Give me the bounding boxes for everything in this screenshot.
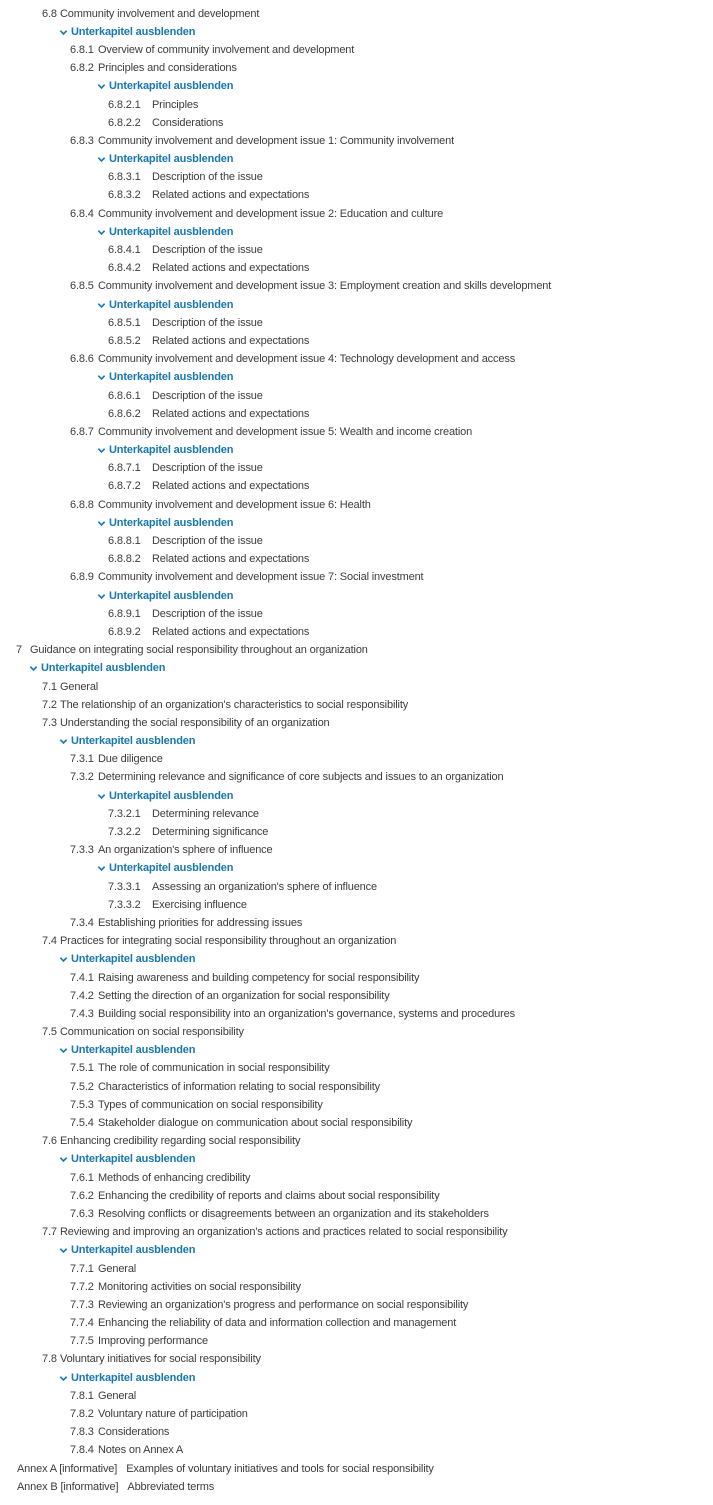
toc-item[interactable] xyxy=(0,1205,713,1223)
toc-item-label[interactable]: Principles xyxy=(152,98,199,111)
toc-item-number: 6.8.2.1 xyxy=(108,98,141,111)
toc-item-label[interactable]: Community involvement and development issue 6: Health xyxy=(98,498,371,511)
toc-item[interactable] xyxy=(0,714,713,732)
toc-item-number: 7.1 xyxy=(42,680,57,693)
toc-item[interactable] xyxy=(0,1405,713,1423)
toc-item-number: 7.7 xyxy=(42,1226,57,1239)
collapse-subchapters-button[interactable] xyxy=(0,787,713,805)
toc-item-number: 7.7.4 xyxy=(70,1317,94,1330)
collapse-subchapters-label[interactable]: Unterkapitel ausblenden xyxy=(71,953,196,966)
chevron-down-icon xyxy=(59,1046,68,1055)
toc-item-label[interactable]: Description of the issue xyxy=(152,535,263,548)
toc-item[interactable] xyxy=(0,332,713,350)
toc-item-label[interactable]: Related actions and expectations xyxy=(152,480,310,493)
toc-item[interactable] xyxy=(0,478,713,496)
toc-item[interactable] xyxy=(0,351,713,369)
collapse-subchapters-button[interactable] xyxy=(0,514,713,532)
toc-item-label[interactable]: Establishing priorities for addressing issues xyxy=(98,916,303,929)
toc-item-label[interactable]: The relationship of an organization's characteristics to social responsibility xyxy=(60,698,409,711)
collapse-subchapters-label[interactable]: Unterkapitel ausblenden xyxy=(109,371,234,384)
collapse-subchapters-label[interactable]: Unterkapitel ausblenden xyxy=(71,1044,196,1057)
toc-item[interactable] xyxy=(0,1442,713,1460)
toc-item-label[interactable]: Enhancing the reliability of data and information collection and management xyxy=(98,1317,457,1330)
toc-item-label[interactable]: Community involvement and development issue 3: Employment creation and skills development xyxy=(98,280,552,293)
toc-item[interactable] xyxy=(0,387,713,405)
collapse-subchapters-label[interactable]: Unterkapitel ausblenden xyxy=(109,862,234,875)
collapse-subchapters-button[interactable] xyxy=(0,1242,713,1260)
toc-item-label[interactable]: Community involvement and development issue 7: Social investment xyxy=(98,571,424,584)
toc-item[interactable] xyxy=(0,1478,713,1496)
chevron-down-icon xyxy=(59,28,68,37)
toc-item-label[interactable]: Determining significance xyxy=(152,826,269,839)
toc-item-label[interactable]: Setting the direction of an organization for social responsibility xyxy=(98,989,390,1002)
toc-item-label[interactable]: Types of communication on social responsibility xyxy=(98,1098,323,1111)
toc-item-number: 6.8.6.1 xyxy=(108,389,141,402)
toc-item-number: 7.4.1 xyxy=(70,971,94,984)
collapse-subchapters-button[interactable] xyxy=(0,23,713,41)
collapse-subchapters-button[interactable] xyxy=(0,860,713,878)
toc-item-number: 6.8.7 xyxy=(70,425,94,438)
toc-item-number: 7.3.3.1 xyxy=(108,880,141,893)
toc-item-label[interactable]: Related actions and expectations xyxy=(152,553,310,566)
toc-item-number: 7.7.3 xyxy=(70,1298,94,1311)
toc-item-number: 7.3.3.2 xyxy=(108,898,141,911)
toc-item-label[interactable]: Related actions and expectations xyxy=(152,625,310,638)
toc-item-label[interactable]: Related actions and expectations xyxy=(152,407,310,420)
toc-item-label[interactable]: Communication on social responsibility xyxy=(60,1026,244,1039)
toc-item[interactable] xyxy=(0,751,713,769)
toc-item-number: 7.3.4 xyxy=(70,916,94,929)
toc-item-number: 6.8.4.2 xyxy=(108,262,141,275)
toc-item-number: 7.4.3 xyxy=(70,1007,94,1020)
toc-item-number: 7.8 xyxy=(42,1353,57,1366)
toc-item[interactable] xyxy=(0,169,713,187)
toc-item[interactable] xyxy=(0,823,713,841)
toc-item-number: 7.3.2 xyxy=(70,771,94,784)
toc-item[interactable] xyxy=(0,260,713,278)
toc-item-number: 6.8.9 xyxy=(70,571,94,584)
toc-item-label[interactable]: Considerations xyxy=(98,1426,170,1439)
toc-item-number: 6.8.9.2 xyxy=(108,625,141,638)
collapse-subchapters-button[interactable] xyxy=(0,369,713,387)
toc-item-number: 7.6.2 xyxy=(70,1189,94,1202)
toc-item-label[interactable]: Exercising influence xyxy=(152,898,247,911)
toc-item-label[interactable]: Determining relevance xyxy=(152,807,259,820)
toc-item[interactable] xyxy=(0,1333,713,1351)
toc-item-label[interactable]: An organization's sphere of influence xyxy=(98,844,273,857)
toc-item[interactable] xyxy=(0,1351,713,1369)
collapse-subchapters-label[interactable]: Unterkapitel ausblenden xyxy=(71,1244,196,1257)
chevron-down-icon xyxy=(97,864,106,873)
collapse-subchapters-button[interactable] xyxy=(0,1369,713,1387)
chevron-down-icon xyxy=(59,1246,68,1255)
toc-item-label[interactable]: Description of the issue xyxy=(152,244,263,257)
toc-item[interactable] xyxy=(0,60,713,78)
toc-item[interactable] xyxy=(0,696,713,714)
toc-item-number: 6.8.3.1 xyxy=(108,171,141,184)
toc-item-label[interactable]: Related actions and expectations xyxy=(152,334,310,347)
toc-item[interactable] xyxy=(0,205,713,223)
toc-item[interactable] xyxy=(0,551,713,569)
toc-item-number: 6.8.8.1 xyxy=(108,535,141,548)
toc-item-number: 7.6.3 xyxy=(70,1207,94,1220)
toc-item-label[interactable]: Description of the issue xyxy=(152,462,263,475)
toc-item-number: 6.8.5 xyxy=(70,280,94,293)
toc-item-number: 7 xyxy=(16,644,22,657)
toc-item[interactable] xyxy=(0,969,713,987)
toc-item-label[interactable]: Understanding the social responsibility of an organization xyxy=(60,716,330,729)
collapse-subchapters-button[interactable] xyxy=(0,151,713,169)
toc-item[interactable] xyxy=(0,532,713,550)
chevron-down-icon xyxy=(97,155,106,164)
toc-item-number: 6.8.6 xyxy=(70,353,94,366)
toc-item-label[interactable]: Due diligence xyxy=(98,753,163,766)
toc-item-label[interactable]: Considerations xyxy=(152,116,224,129)
toc-item[interactable] xyxy=(0,1096,713,1114)
toc-item[interactable] xyxy=(0,678,713,696)
collapse-subchapters-label[interactable]: Unterkapitel ausblenden xyxy=(109,225,234,238)
toc-item[interactable] xyxy=(0,1260,713,1278)
toc-item[interactable] xyxy=(0,187,713,205)
toc-item[interactable] xyxy=(0,314,713,332)
toc-item-label[interactable]: Description of the issue xyxy=(152,389,263,402)
toc-item-number: 7.8.2 xyxy=(70,1408,94,1421)
toc-item-number: 7.5.1 xyxy=(70,1062,94,1075)
toc-item[interactable] xyxy=(0,278,713,296)
toc-item-label[interactable]: Voluntary initiatives for social responsibility xyxy=(60,1353,261,1366)
toc-item-label[interactable]: Description of the issue xyxy=(152,316,263,329)
toc-item-label[interactable]: Notes on Annex A xyxy=(98,1444,184,1457)
collapse-subchapters-label[interactable]: Unterkapitel ausblenden xyxy=(109,444,234,457)
toc-item-number: 6.8.8.2 xyxy=(108,553,141,566)
collapse-subchapters-label[interactable]: Unterkapitel ausblenden xyxy=(109,80,234,93)
toc-item-number: 6.8.9.1 xyxy=(108,607,141,620)
toc-item[interactable] xyxy=(0,842,713,860)
toc-item[interactable] xyxy=(0,460,713,478)
toc-item[interactable] xyxy=(0,405,713,423)
toc-item-label[interactable]: Related actions and expectations xyxy=(152,189,310,202)
chevron-down-icon xyxy=(29,664,38,673)
toc-item-number: 7.3.2.1 xyxy=(108,807,141,820)
toc-item-number: 7.6.1 xyxy=(70,1171,94,1184)
toc-item[interactable] xyxy=(0,41,713,59)
toc-item-number: 7.5.2 xyxy=(70,1080,94,1093)
toc-item-number: 7.6 xyxy=(42,1135,57,1148)
toc-item-number: 7.5.4 xyxy=(70,1117,94,1130)
toc-item[interactable] xyxy=(0,96,713,114)
toc-item-number: 6.8.8 xyxy=(70,498,94,511)
toc-item-number: 6.8.6.2 xyxy=(108,407,141,420)
toc-item-label[interactable]: Improving performance xyxy=(98,1335,208,1348)
toc-item-number: 6.8.7.1 xyxy=(108,462,141,475)
toc-item-label[interactable]: Abbreviated terms xyxy=(127,1480,215,1493)
toc-item-label[interactable]: Guidance on integrating social responsibility throughout an organization xyxy=(30,644,368,657)
toc-item[interactable] xyxy=(0,1424,713,1442)
collapse-subchapters-button[interactable] xyxy=(0,587,713,605)
toc-item-label[interactable]: Enhancing the credibility of reports and claims about social responsibility xyxy=(98,1189,440,1202)
toc-item-label[interactable]: Practices for integrating social responsibility throughout an organization xyxy=(60,935,397,948)
toc-item-label[interactable]: General xyxy=(98,1262,137,1275)
chevron-down-icon xyxy=(59,1155,68,1164)
toc-item-label[interactable]: Characteristics of information relating to social responsibility xyxy=(98,1080,381,1093)
toc-item[interactable] xyxy=(0,1078,713,1096)
toc-item-label[interactable]: Raising awareness and building competency for social responsibility xyxy=(98,971,420,984)
chevron-down-icon xyxy=(59,1374,68,1383)
toc-item-label[interactable]: Overview of community involvement and development xyxy=(98,43,355,56)
toc-item[interactable] xyxy=(0,878,713,896)
collapse-subchapters-button[interactable] xyxy=(0,78,713,96)
collapse-subchapters-label[interactable]: Unterkapitel ausblenden xyxy=(71,1371,196,1384)
collapse-subchapters-label[interactable]: Unterkapitel ausblenden xyxy=(41,662,166,675)
toc-item-number: 6.8.3.2 xyxy=(108,189,141,202)
toc-item[interactable] xyxy=(0,623,713,641)
toc-item-number: 7.2 xyxy=(42,698,57,711)
toc-item[interactable] xyxy=(0,496,713,514)
collapse-subchapters-label[interactable]: Unterkapitel ausblenden xyxy=(109,153,234,166)
toc-item-number: 6.8.7.2 xyxy=(108,480,141,493)
collapse-subchapters-label[interactable]: Unterkapitel ausblenden xyxy=(109,589,234,602)
collapse-subchapters-button[interactable] xyxy=(0,442,713,460)
toc-item[interactable] xyxy=(0,642,713,660)
toc-item-number: 6.8.5.1 xyxy=(108,316,141,329)
collapse-subchapters-label[interactable]: Unterkapitel ausblenden xyxy=(109,298,234,311)
toc-item-label[interactable]: Examples of voluntary initiatives and tools for social responsibility xyxy=(126,1462,434,1475)
chevron-down-icon xyxy=(59,737,68,746)
toc-item-label[interactable]: Description of the issue xyxy=(152,607,263,620)
collapse-subchapters-button[interactable] xyxy=(0,1042,713,1060)
toc-item-number: Annex B [informative] xyxy=(17,1480,119,1493)
toc-item[interactable] xyxy=(0,1224,713,1242)
toc-item[interactable] xyxy=(0,896,713,914)
toc-item-label[interactable]: Related actions and expectations xyxy=(152,262,310,275)
toc-item[interactable] xyxy=(0,805,713,823)
chevron-down-icon xyxy=(97,228,106,237)
toc-item-label[interactable]: Stakeholder dialogue on communication about social responsibility xyxy=(98,1117,413,1130)
toc-item-label[interactable]: Building social responsibility into an organization's governance, systems and procedures xyxy=(98,1007,515,1020)
collapse-subchapters-button[interactable] xyxy=(0,660,713,678)
toc-item[interactable] xyxy=(0,1296,713,1314)
toc-item[interactable] xyxy=(0,987,713,1005)
toc-item-label[interactable]: Reviewing and improving an organization's actions and practices related to social responsibility xyxy=(60,1226,508,1239)
toc-item-number: 6.8.4.1 xyxy=(108,244,141,257)
toc-item-label[interactable]: The role of communication in social responsibility xyxy=(98,1062,330,1075)
toc-item-number: 7.8.1 xyxy=(70,1389,94,1402)
toc-item[interactable] xyxy=(0,1024,713,1042)
chevron-down-icon xyxy=(97,519,106,528)
toc-item-number: 7.5.3 xyxy=(70,1098,94,1111)
chevron-down-icon xyxy=(97,373,106,382)
toc-item-label[interactable]: Reviewing an organization's progress and performance on social responsibility xyxy=(98,1298,469,1311)
toc-item[interactable] xyxy=(0,241,713,259)
toc-item[interactable] xyxy=(0,1387,713,1405)
toc-item-number: 6.8.2 xyxy=(70,62,94,75)
toc-item-number: 7.8.4 xyxy=(70,1444,94,1457)
toc-item[interactable] xyxy=(0,5,713,23)
toc-item[interactable] xyxy=(0,933,713,951)
toc-item-label[interactable]: Community involvement and development issue 1: Community involvement xyxy=(98,134,455,147)
toc-item[interactable] xyxy=(0,1315,713,1333)
toc-item-label[interactable]: Community involvement and development xyxy=(60,7,260,20)
toc-item-label[interactable]: Enhancing credibility regarding social responsibility xyxy=(60,1135,301,1148)
toc-item-label[interactable]: Monitoring activities on social responsibility xyxy=(98,1280,301,1293)
chevron-down-icon xyxy=(97,792,106,801)
toc-item-label[interactable]: General xyxy=(60,680,99,693)
toc-item[interactable] xyxy=(0,1005,713,1023)
toc-item-label[interactable]: Resolving conflicts or disagreements between an organization and its stakeholders xyxy=(98,1207,489,1220)
toc-item[interactable] xyxy=(0,1060,713,1078)
collapse-subchapters-button[interactable] xyxy=(0,296,713,314)
collapse-subchapters-label[interactable]: Unterkapitel ausblenden xyxy=(71,1153,196,1166)
collapse-subchapters-button[interactable] xyxy=(0,733,713,751)
toc-item[interactable] xyxy=(0,569,713,587)
toc-item[interactable] xyxy=(0,914,713,932)
toc-item-number: 7.7.5 xyxy=(70,1335,94,1348)
collapse-subchapters-button[interactable] xyxy=(0,951,713,969)
toc-item-number: 6.8.3 xyxy=(70,134,94,147)
toc-item-number: 7.3.2.2 xyxy=(108,826,141,839)
toc-item[interactable] xyxy=(0,1187,713,1205)
toc-item-number: 7.3 xyxy=(42,716,57,729)
toc-item[interactable] xyxy=(0,769,713,787)
toc-item[interactable] xyxy=(0,1114,713,1132)
toc-item-number: 6.8.4 xyxy=(70,207,94,220)
toc-item-label[interactable]: Community involvement and development issue 5: Wealth and income creation xyxy=(98,425,473,438)
toc-item-number: 7.8.3 xyxy=(70,1426,94,1439)
toc-item-number: 7.7.2 xyxy=(70,1280,94,1293)
chevron-down-icon xyxy=(97,301,106,310)
toc-item-number: 7.5 xyxy=(42,1026,57,1039)
collapse-subchapters-label[interactable]: Unterkapitel ausblenden xyxy=(109,789,234,802)
toc-item-label[interactable]: Methods of enhancing credibility xyxy=(98,1171,251,1184)
chevron-down-icon xyxy=(97,446,106,455)
toc-item-label[interactable]: Determining relevance and significance of core subjects and issues to an organization xyxy=(98,771,504,784)
toc-item[interactable] xyxy=(0,1460,713,1478)
toc-item-number: 7.3.3 xyxy=(70,844,94,857)
chevron-down-icon xyxy=(59,955,68,964)
toc-item-number: Annex A [informative] xyxy=(17,1462,118,1475)
toc-item-number: 6.8.1 xyxy=(70,43,94,56)
toc-item[interactable] xyxy=(0,114,713,132)
toc-item-label[interactable]: Description of the issue xyxy=(152,171,263,184)
toc-item-number: 7.4.2 xyxy=(70,989,94,1002)
collapse-subchapters-button[interactable] xyxy=(0,1151,713,1169)
toc-item-number: 7.7.1 xyxy=(70,1262,94,1275)
collapse-subchapters-button[interactable] xyxy=(0,223,713,241)
toc-item-number: 6.8.5.2 xyxy=(108,334,141,347)
chevron-down-icon xyxy=(97,82,106,91)
toc-item-number: 7.4 xyxy=(42,935,57,948)
toc-item[interactable] xyxy=(0,605,713,623)
toc-item-label[interactable]: General xyxy=(98,1389,137,1402)
toc-item[interactable] xyxy=(0,1133,713,1151)
toc-item-label[interactable]: Voluntary nature of participation xyxy=(98,1408,248,1421)
collapse-subchapters-label[interactable]: Unterkapitel ausblenden xyxy=(109,516,234,529)
toc-item-number: 7.3.1 xyxy=(70,753,94,766)
toc-item[interactable] xyxy=(0,1169,713,1187)
toc-item-label[interactable]: Assessing an organization's sphere of influence xyxy=(152,880,377,893)
toc-item-label[interactable]: Community involvement and development issue 4: Technology development and access xyxy=(98,353,516,366)
toc-item-number: 6.8.2.2 xyxy=(108,116,141,129)
toc-item[interactable] xyxy=(0,423,713,441)
collapse-subchapters-label[interactable]: Unterkapitel ausblenden xyxy=(71,25,196,38)
chevron-down-icon xyxy=(97,592,106,601)
toc-item-number: 6.8 xyxy=(42,7,57,20)
collapse-subchapters-label[interactable]: Unterkapitel ausblenden xyxy=(71,735,196,748)
toc-item[interactable] xyxy=(0,132,713,150)
toc-item-label[interactable]: Community involvement and development issue 2: Education and culture xyxy=(98,207,444,220)
toc-item-label[interactable]: Principles and considerations xyxy=(98,62,237,75)
toc-item[interactable] xyxy=(0,1278,713,1296)
